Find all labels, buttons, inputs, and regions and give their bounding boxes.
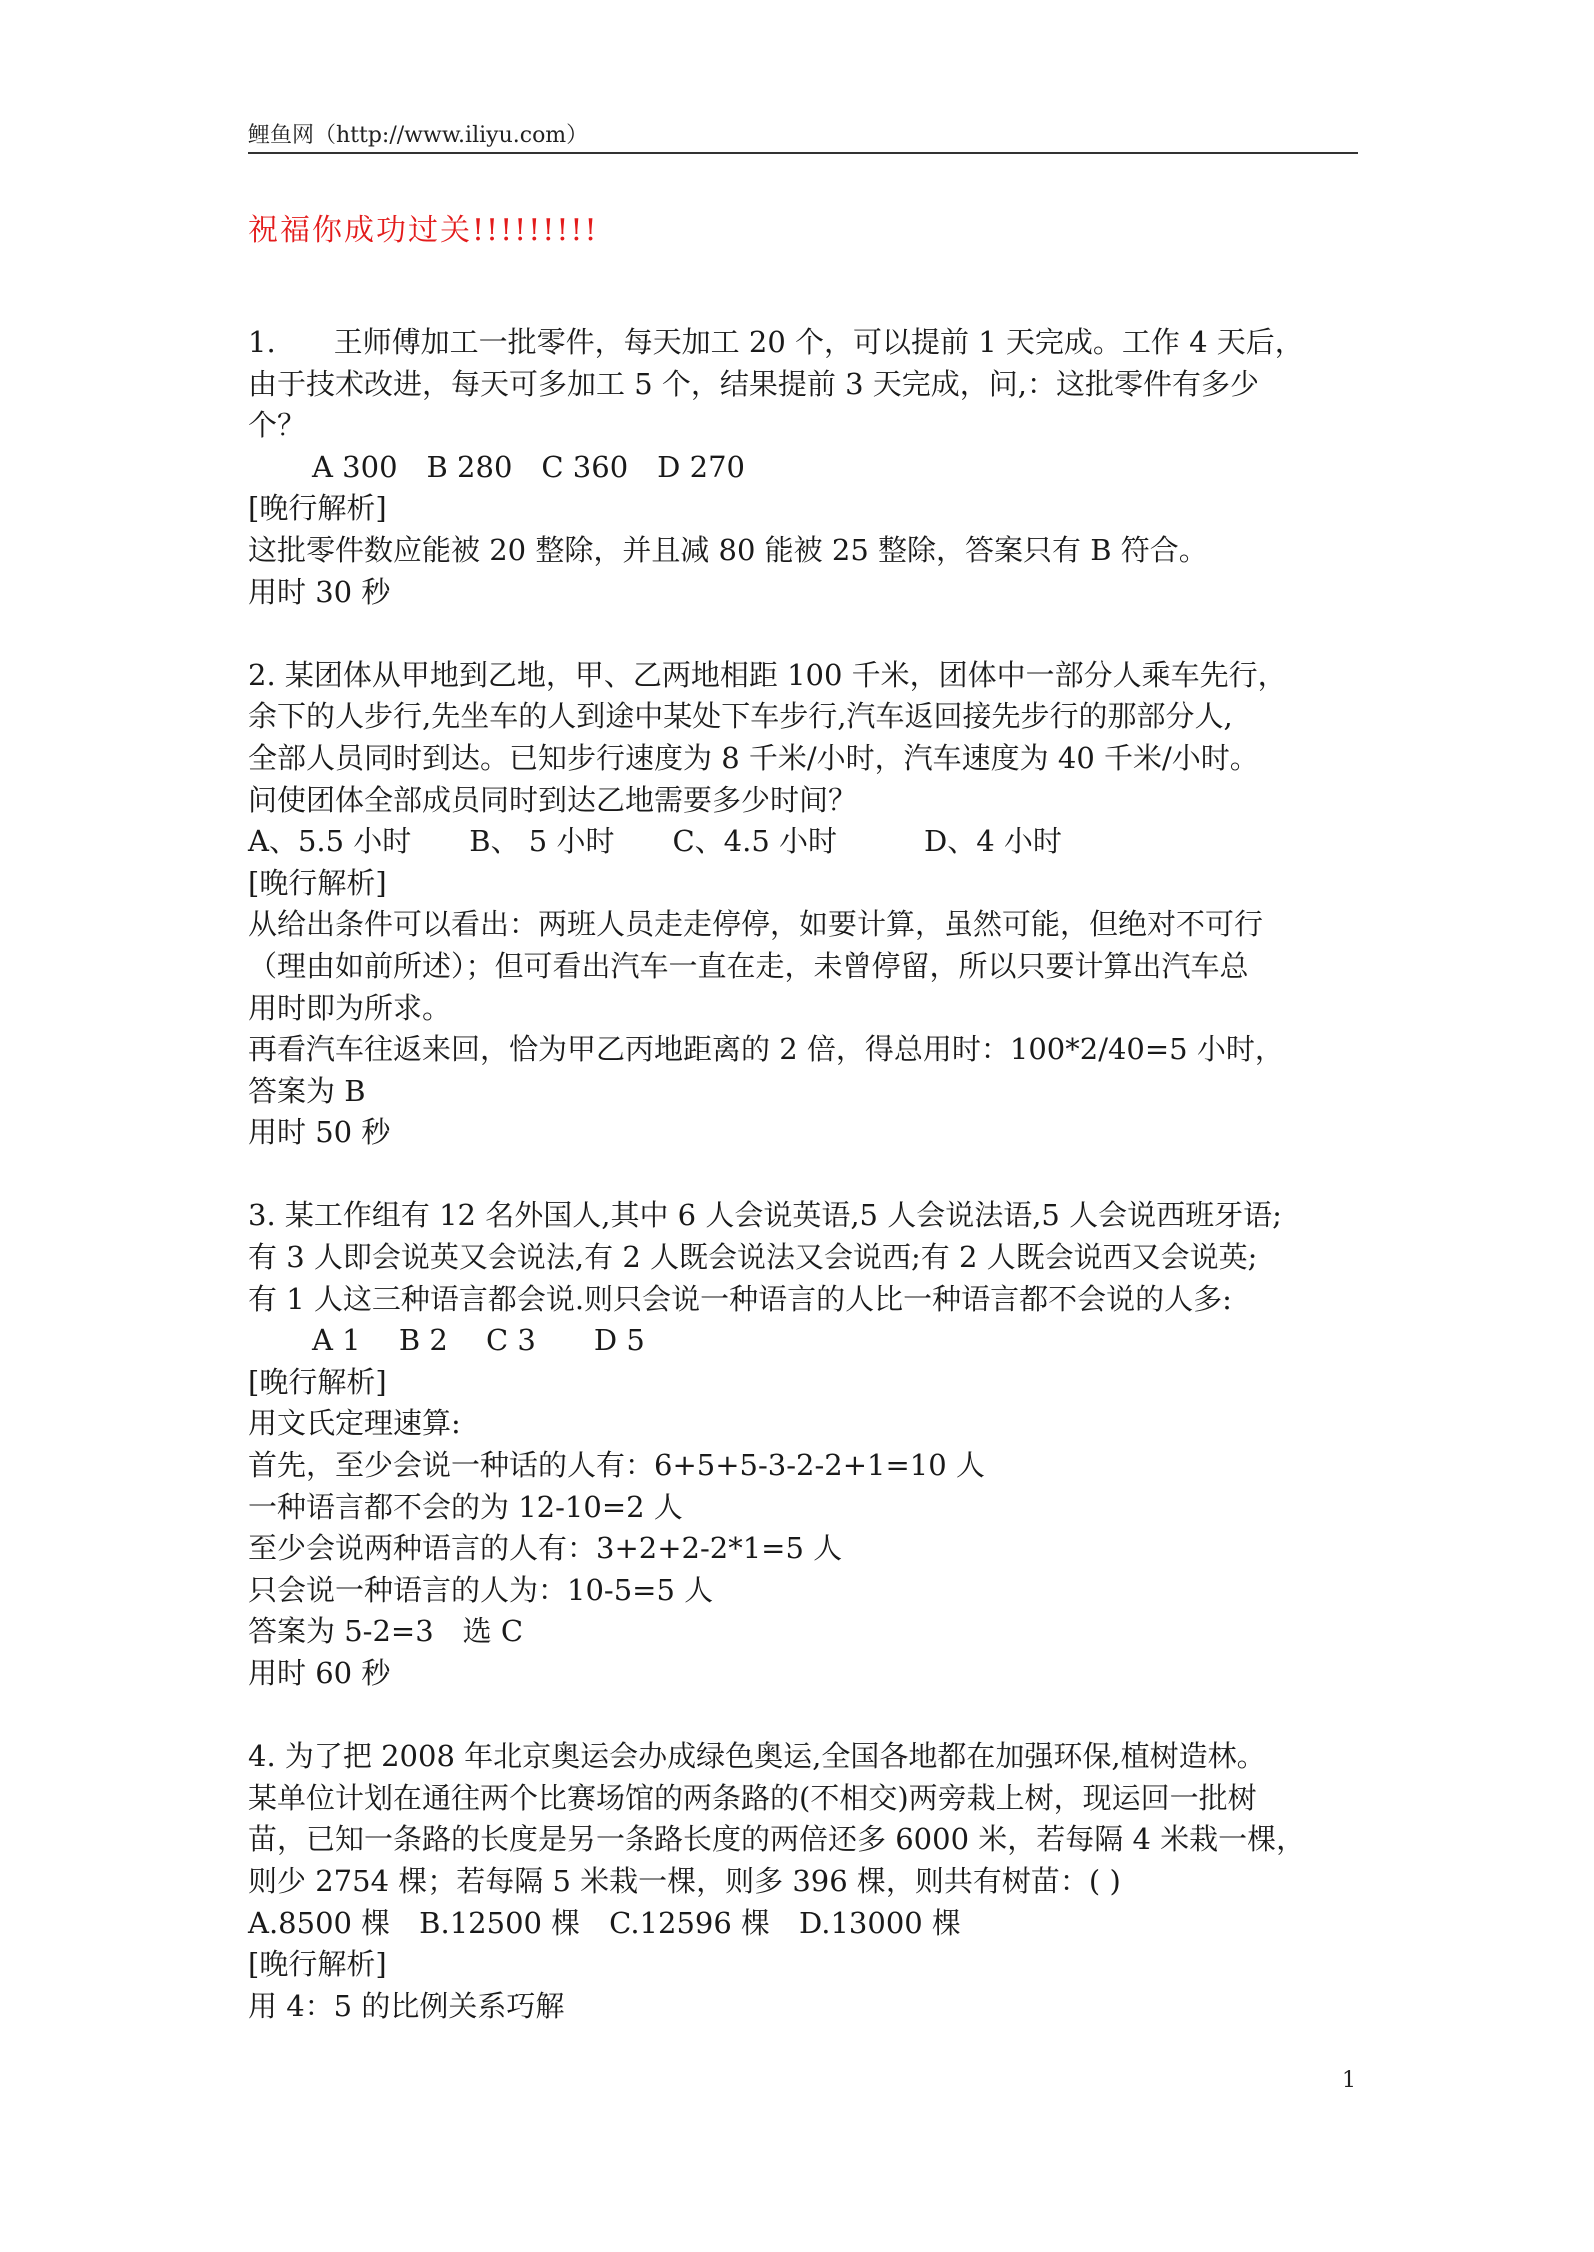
time-spent: 用时 60 秒	[248, 1656, 391, 1690]
analysis-label: [晚行解析]	[248, 491, 387, 526]
spacer	[248, 613, 1358, 655]
question-stem-line: 3. 某工作组有 12 名外国人,其中 6 人会说英语,5 人会说法语,5 人会说西班牙语;	[248, 1198, 1282, 1233]
analysis-line: 答案为 B	[248, 1073, 366, 1108]
answer-options: A 300 B 280 C 360 D 270	[312, 449, 745, 484]
question-stem-line: 苗，已知一条路的长度是另一条路长度的两倍还多 6000 米，若每隔 4 米栽一棵，	[248, 1822, 1306, 1857]
analysis-label: [晚行解析]	[248, 1364, 387, 1399]
question-stem-line: 有 3 人即会说英又会说法,有 2 人既会说法又会说西;有 2 人既会说西又会说英;	[248, 1240, 1258, 1275]
analysis-line: （理由如前所述）；但可看出汽车一直在走，未曾停留，所以只要计算出汽车总	[248, 948, 1249, 983]
question-block	[248, 322, 1358, 613]
analysis-line: 用文氏定理速算:	[248, 1406, 461, 1441]
answer-options: A.8500 棵 B.12500 棵 C.12596 棵 D.13000 棵	[248, 1905, 961, 1940]
question-stem-line: 4. 为了把 2008 年北京奥运会办成绿色奥运,全国各地都在加强环保,植树造林。	[248, 1739, 1266, 1774]
question-block	[248, 655, 1358, 1154]
analysis-line: 用时即为所求。	[248, 990, 452, 1025]
analysis-line: 一种语言都不会的为 12-10=2 人	[248, 1489, 683, 1524]
greeting-text: 祝福你成功过关!!!!!!!!!	[248, 213, 599, 248]
analysis-label: [晚行解析]	[248, 1947, 387, 1982]
spacer	[248, 1154, 1358, 1196]
question-stem-line: 有 1 人这三种语言都会说.则只会说一种语言的人比一种语言都不会说的人多:	[248, 1281, 1232, 1316]
question-stem-line: 某单位计划在通往两个比赛场馆的两条路的(不相交)两旁栽上树，现运回一批树	[248, 1780, 1257, 1815]
analysis-line: 这批零件数应能被 20 整除，并且减 80 能被 25 整除，答案只有 B 符合。	[248, 532, 1208, 567]
analysis-line: 再看汽车往返来回，恰为甲乙丙地距离的 2 倍，得总用时：100*2/40=5 小时，	[248, 1032, 1284, 1067]
analysis-line: 从给出条件可以看出：两班人员走走停停，如要计算，虽然可能，但绝对不可行	[248, 907, 1264, 942]
question-block	[248, 1195, 1358, 1694]
answer-options: A、5.5 小时 B、 5 小时 C、4.5 小时 D、4 小时	[248, 824, 1062, 859]
question-list	[248, 322, 1358, 2027]
time-spent: 用时 50 秒	[248, 1115, 391, 1150]
page-header: 鲤鱼网（http://www.iliyu.com）	[248, 123, 589, 148]
question-stem-line: 全部人员同时到达。已知步行速度为 8 千米/小时，汽车速度为 40 千米/小时。	[248, 740, 1259, 775]
spacer	[248, 1695, 1358, 1737]
time-spent: 用时 30 秒	[248, 574, 391, 609]
question-stem-line: 由于技术改进，每天可多加工 5 个，结果提前 3 天完成，问,：这批零件有多少	[248, 366, 1259, 401]
question-stem-line: 2. 某团体从甲地到乙地，甲、乙两地相距 100 千米，团体中一部分人乘车先行，	[248, 657, 1287, 692]
analysis-line: 首先，至少会说一种话的人有：6+5+5-3-2-2+1=10 人	[248, 1448, 985, 1483]
analysis-line: 只会说一种语言的人为：10-5=5 人	[248, 1572, 714, 1607]
page-number: 1	[1342, 2068, 1356, 2093]
question-stem-line: 则少 2754 棵；若每隔 5 米栽一棵，则多 396 棵，则共有树苗：( )	[248, 1863, 1121, 1898]
question-block	[248, 1736, 1358, 2027]
question-stem-line: 余下的人步行,先坐车的人到途中某处下车步行,汽车返回接先步行的那部分人,	[248, 699, 1233, 734]
question-stem-line: 1. 王师傅加工一批零件，每天加工 20 个，可以提前 1 天完成。工作 4 天后，	[248, 325, 1304, 359]
header-divider	[248, 152, 1358, 154]
analysis-label: [晚行解析]	[248, 865, 387, 900]
question-stem-line: 个？	[248, 408, 307, 443]
analysis-line: 至少会说两种语言的人有：3+2+2-2*1=5 人	[248, 1531, 843, 1566]
answer-options: A 1 B 2 C 3 D 5	[312, 1323, 645, 1358]
analysis-line: 答案为 5-2=3 选 C	[248, 1614, 524, 1649]
analysis-line: 用 4：5 的比例关系巧解	[248, 1988, 565, 2023]
question-stem-line: 问使团体全部成员同时到达乙地需要多少时间？	[248, 782, 858, 817]
